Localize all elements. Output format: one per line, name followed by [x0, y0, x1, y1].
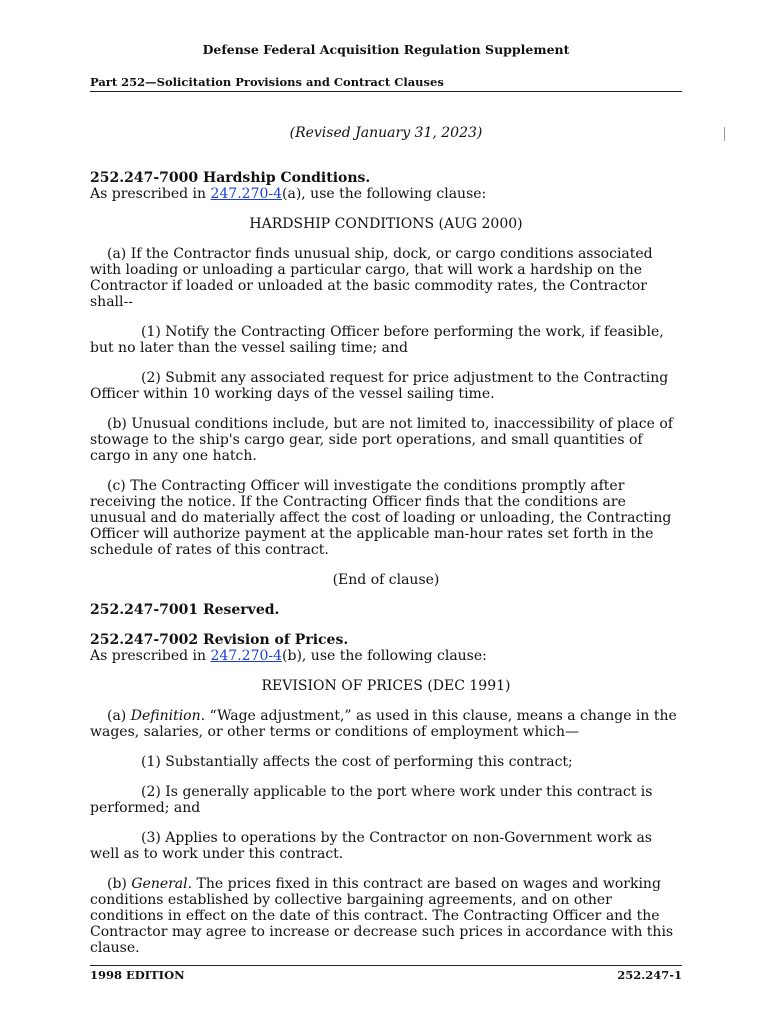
- regulation-title: Defense Federal Acquisition Regulation Supplement: [202, 42, 570, 57]
- end-of-clause: (End of clause): [332, 572, 440, 588]
- prescription-text: As prescribed in: [90, 648, 211, 664]
- italic-term: General: [131, 876, 188, 892]
- paragraph-label: (a): [107, 708, 131, 724]
- paragraph-a1: (1) Substantially affects the cost of performing this contract;: [141, 754, 573, 770]
- paragraph-b: (b) Unusual conditions include, but are not limited to, inaccessibility of place of stowage to the ship's cargo gear, side port operations, and small quantities of cargo in any one hatch.: [90, 416, 673, 464]
- italic-term: Definition: [130, 708, 201, 724]
- footer-divider: [90, 965, 682, 966]
- section-heading-7002: 252.247-7002 Revision of Prices.: [90, 632, 349, 648]
- paragraph-a-definition: [90, 708, 682, 740]
- paragraph-a: (a) If the Contractor finds unusual ship, dock, or cargo conditions associated with loading or unloading a particular cargo, that will work a hardship on the Contractor if loaded or unloaded at the basic commodity rates, the Contractor shall--: [90, 246, 653, 310]
- revision-date: (Revised January 31, 2023): [289, 125, 483, 141]
- part-title: Part 252—Solicitation Provisions and Contract Clauses: [90, 75, 444, 89]
- footer-edition: 1998 EDITION: [90, 968, 185, 982]
- section-heading-7001: 252.247-7001 Reserved.: [90, 602, 280, 618]
- paragraph-a2: (2) Submit any associated request for price adjustment to the Contracting Officer within 10 working days of the vessel sailing time.: [90, 370, 669, 402]
- paragraph-text: . The prices fixed in this contract are based on wages and working conditions established by collective bargaining agreements, and on other conditions in effect on the date of this contract. The Contracting Officer and the Contractor may agree to increase or decrease such prices in accordance with this clause.: [90, 876, 674, 956]
- xref-link-247-270-4b[interactable]: 247.270-4: [210, 648, 283, 664]
- change-bar: [724, 127, 725, 141]
- prescription-text: (b), use the following clause:: [282, 648, 487, 664]
- document-body: [90, 170, 682, 956]
- paragraph-c: (c) The Contracting Officer will investigate the conditions promptly after receiving the notice. If the Contracting Officer finds that the conditions are unusual and do materially affect the cost of loading or unloading, the Contracting Officer will authorize payment at the applicable man-hour rates set forth in the schedule of rates of this contract.: [90, 478, 672, 558]
- section-heading-7000: 252.247-7000 Hardship Conditions.: [90, 170, 371, 186]
- xref-link-247-270-4a[interactable]: 247.270-4: [210, 186, 283, 202]
- paragraph-label: (b): [107, 876, 132, 892]
- footer-page-number: 252.247-1: [617, 968, 682, 982]
- prescription-text: As prescribed in: [90, 186, 211, 202]
- prescription-7000: [90, 186, 682, 202]
- paragraph-text: . “Wage adjustment,” as used in this clause, means a change in the wages, salaries, or other terms or conditions of employment which—: [90, 708, 677, 740]
- clause-title-hardship: HARDSHIP CONDITIONS (AUG 2000): [249, 216, 523, 232]
- paragraph-a1: (1) Notify the Contracting Officer before performing the work, if feasible, but no later than the vessel sailing time; and: [90, 324, 664, 356]
- header-divider: [90, 91, 682, 92]
- clause-title-revision-of-prices: REVISION OF PRICES (DEC 1991): [261, 678, 511, 694]
- paragraph-b-general: [90, 876, 682, 956]
- prescription-7002: [90, 648, 682, 664]
- paragraph-a2: (2) Is generally applicable to the port where work under this contract is performed; and: [90, 784, 653, 816]
- paragraph-a3: (3) Applies to operations by the Contractor on non-Government work as well as to work under this contract.: [90, 830, 652, 862]
- prescription-text: (a), use the following clause:: [282, 186, 487, 202]
